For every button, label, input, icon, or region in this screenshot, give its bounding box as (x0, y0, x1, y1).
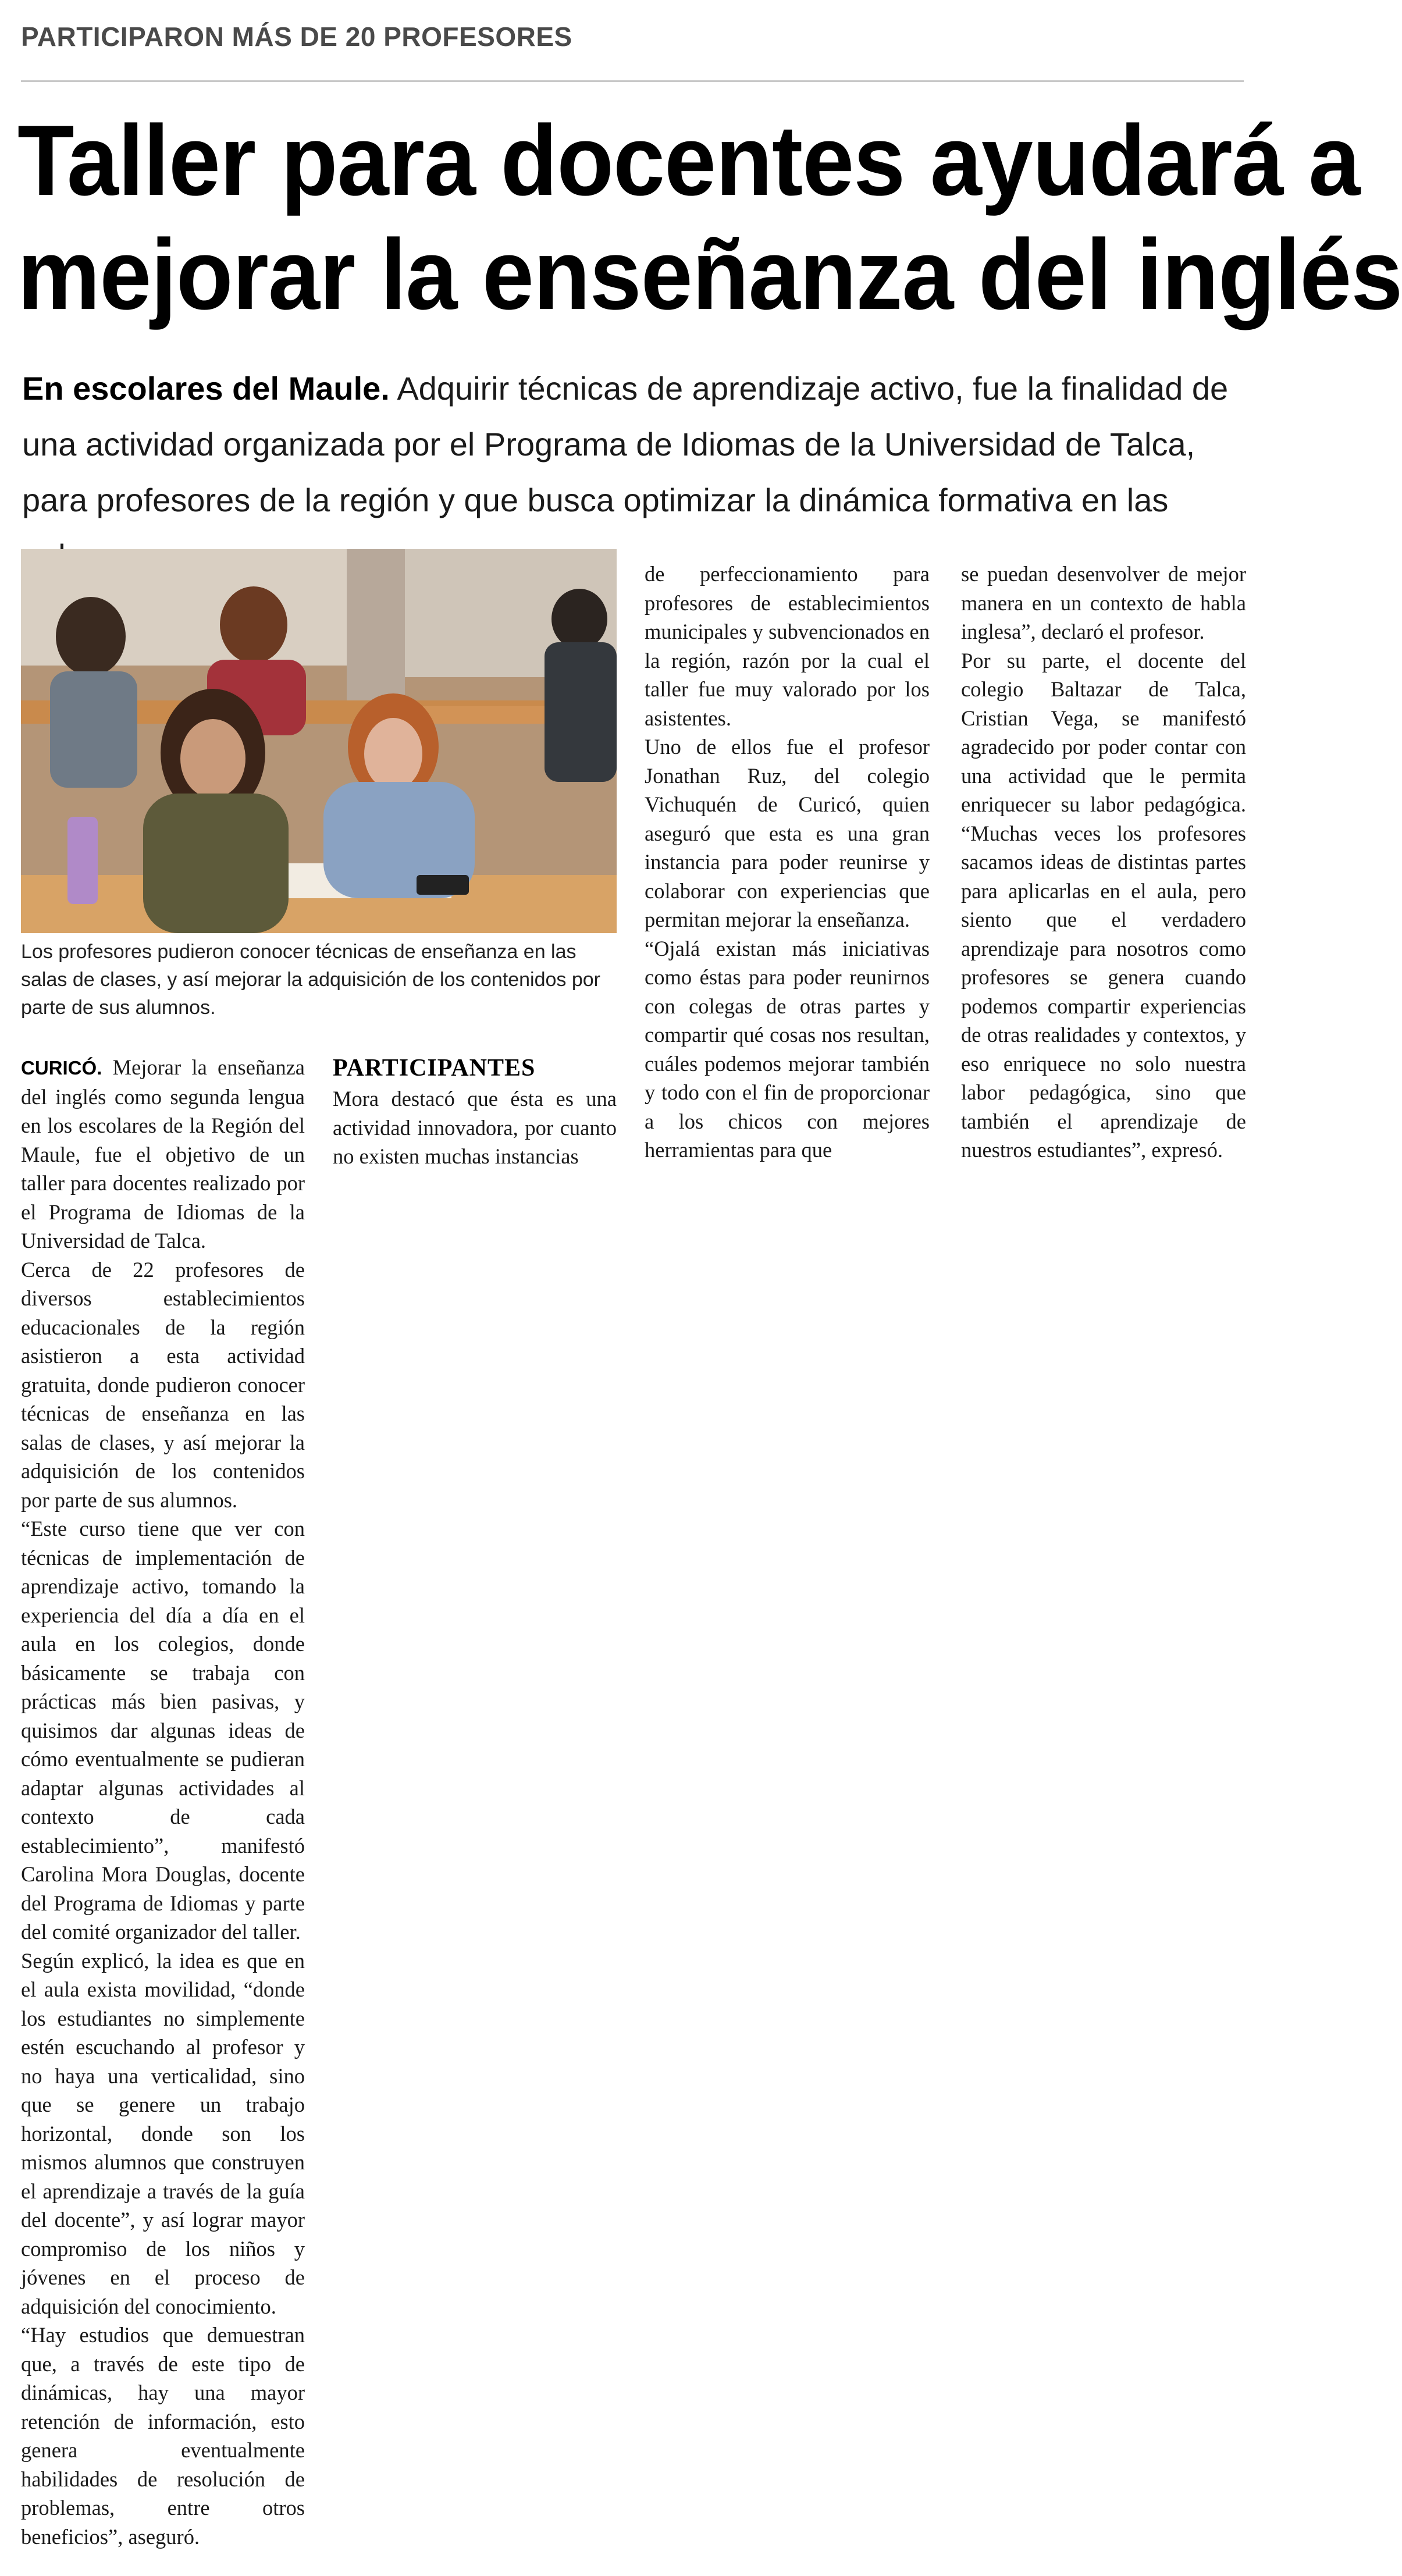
dateline: CURICÓ. (21, 1057, 102, 1079)
paragraph: “Hay estudios que demuestran que, a través de este tipo de dinámicas, hay una mayor retención de información, esto genera eventualmente habilidades de resolución de problemas, entre otros beneficios”, aseguró. (21, 2323, 305, 2549)
paragraph: “Ojalá existan más iniciativas como éstas para poder reunirnos con colegas de otras partes y compartir qué cosas nos resultan, cuáles podemos mejorar también y todo con el fin de proporcionar a los chicos con mejores herramientas para que (645, 936, 930, 1162)
paragraph: se puedan desenvolver de mejor manera en un contexto de habla inglesa”, declaró el profesor. (961, 562, 1246, 643)
paragraph: “Este curso tiene que ver con técnicas de implementación de aprendizaje activo, tomando la experiencia del día a día en el aula en los colegios, donde básicamente se trabaja con prácticas más bien pasivas, y quisimos dar algunas ideas de cómo eventualmente se pudieran adaptar algunas actividades al contexto de cada establecimiento”, manifestó Carolina Mora Douglas, docente del Programa de Idiomas y parte del comité organizador del taller. (21, 1517, 305, 1944)
divider (21, 80, 1244, 82)
paragraph: Según explicó, la idea es que en el aula exista movilidad, “donde los estudiantes no simplemente estén escuchando al profesor y no haya una verticalidad, sino que se genere un trabajo horizontal, donde son los mismos alumnos que construyen el aprendizaje a través de la guía del docente”, y así lograr mayor compromiso de los niños y jóvenes en el proceso de adquisición del conocimiento. (21, 1948, 305, 2318)
article-column-4 (961, 560, 1246, 1165)
headline-line-2: mejorar la enseñanza del inglés (17, 219, 1402, 330)
kicker: PARTICIPARON MÁS DE 20 PROFESORES (21, 22, 572, 52)
paragraph: Cerca de 22 profesores de diversos establecimientos educacionales de la región asistieron a esta actividad gratuita, donde pudieron conocer técnicas de enseñanza en las salas de clases, y así mejorar la adquisición de los contenidos por parte de sus alumnos. (21, 1257, 305, 1512)
article-column-2 (333, 1053, 617, 1171)
paragraph: Mora destacó que ésta es una actividad innovadora, por cuanto no existen muchas instancias (333, 1087, 617, 1168)
classroom-photo-illustration (21, 549, 617, 933)
deck-lead: En escolares del Maule. (22, 370, 390, 407)
headline (17, 104, 1402, 332)
paragraph (21, 1053, 305, 1255)
paragraph-text: Mejorar la enseñanza del inglés como segunda lengua en los escolares de la Región del Maule, fue el objetivo de un taller para docentes realizado por el Programa de Idiomas de la Universidad de Talca. (21, 1055, 305, 1253)
classroom-photo (21, 549, 617, 933)
paragraph: de perfeccionamiento para profesores de establecimientos municipales y subvencionados en la región, razón por la cual el taller fue muy valorado por los asistentes. (645, 562, 930, 730)
section-subhead: PARTICIPANTES (333, 1055, 536, 1081)
headline-line-1: Taller para docentes ayudará a (17, 105, 1360, 216)
deck-text: Adquirir técnicas de aprendizaje activo, fue la finalidad de una actividad organizada por el Programa de Idiomas de la Universidad de Talca, para profesores de la región y que busca optimizar la dinámica formativa en las (22, 370, 1229, 518)
article-column-1 (21, 1053, 305, 2551)
paragraph: Por su parte, el docente del colegio Baltazar de Talca, Cristian Vega, se manifestó agradecido por poder contar con una actividad que le permita enriquecer su labor pedagógica. “Muchas veces los profesores sacamos ideas de distintas partes para aplicarlas en el aula, pero siento que el verdadero aprendizaje para nosotros como profesores se genera cuando podemos compartir experiencias de otras realidades y contextos, y eso enriquece no solo nuestra labor pedagógica, sino que también el aprendizaje de nuestros estudiantes”, expresó. (961, 648, 1246, 1162)
paragraph: Uno de ellos fue el profesor Jonathan Ruz, del colegio Vichuquén de Curicó, quien aseguró que esta es una gran instancia para poder reunirse y colaborar con experiencias que permitan mejorar la enseñanza. (645, 735, 930, 931)
photo-caption: Los profesores pudieron conocer técnicas de enseñanza en las salas de clases, y así mejorar la adquisición de los contenidos por parte de sus alumnos. (21, 941, 600, 1019)
article-column-3 (645, 560, 930, 1165)
